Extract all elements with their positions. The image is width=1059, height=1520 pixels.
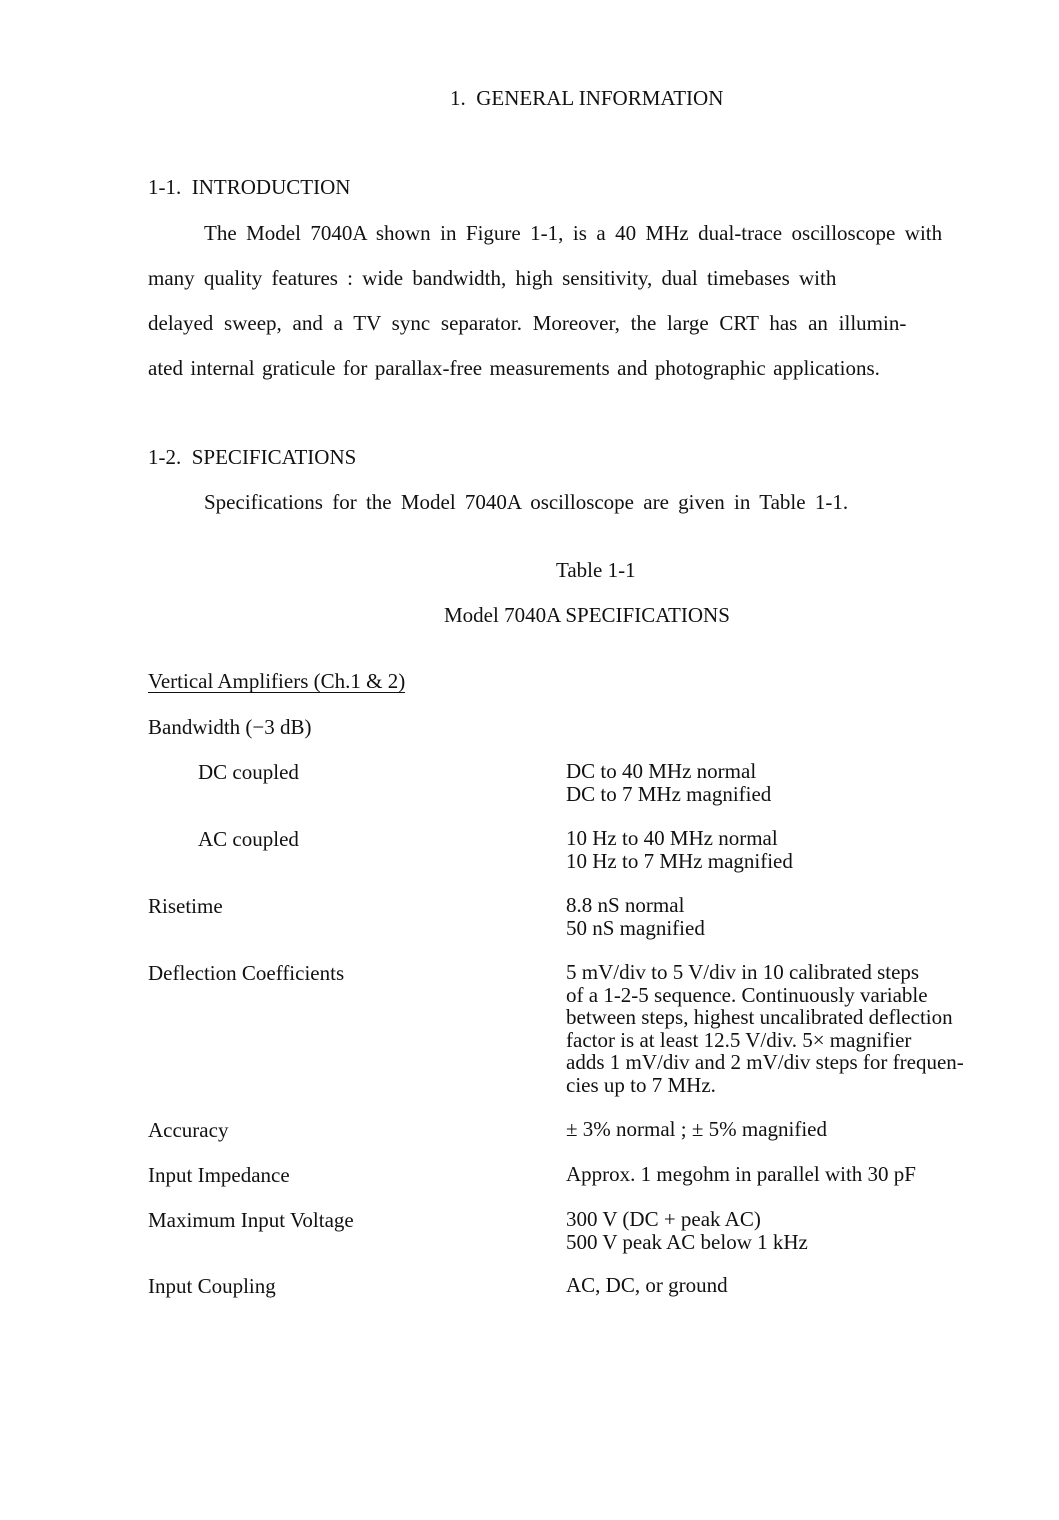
- spec-row-label: Input Coupling: [148, 1274, 276, 1298]
- specs-heading: [148, 445, 356, 470]
- spec-row-value: [566, 961, 1046, 1096]
- spec-row-label: Maximum Input Voltage: [148, 1208, 354, 1232]
- spec-value-line: factor is at least 12.5 V/div. 5× magnifier: [566, 1027, 912, 1052]
- spec-value-line: 50 nS magnified: [566, 915, 705, 940]
- spec-value-line: DC to 7 MHz magnified: [566, 781, 772, 806]
- chapter-number: 1.: [450, 86, 466, 110]
- spec-row-value: [566, 1118, 827, 1141]
- spec-value-line: 300 V (DC + peak AC): [566, 1207, 761, 1231]
- specs-intro-text: Specifications for the Model 7040A oscilloscope are given in Table 1-1.: [204, 490, 849, 514]
- spec-row-value: [566, 1274, 728, 1297]
- spec-value-line: ± 3% normal ; ± 5% magnified: [566, 1117, 827, 1141]
- intro-line-4: [148, 356, 880, 381]
- table-title: Model 7040A SPECIFICATIONS: [444, 603, 730, 627]
- spec-value-line: DC to 40 MHz normal: [566, 759, 757, 783]
- intro-heading-number: 1-1.: [148, 175, 182, 199]
- chapter-title: [450, 86, 723, 111]
- spec-value-line: between steps, highest uncalibrated deflection: [566, 1005, 953, 1029]
- intro-line-1: [204, 221, 1009, 246]
- specs-heading-text: SPECIFICATIONS: [191, 445, 357, 469]
- intro-heading: [148, 175, 350, 200]
- table-section-title: Vertical Amplifiers (Ch.1 & 2): [148, 669, 406, 693]
- intro-line-text: delayed sweep, and a TV sync separator. Moreover, the large CRT has an illumin-: [148, 311, 907, 335]
- spec-value-line: 10 Hz to 7 MHz magnified: [566, 848, 793, 873]
- spec-row-label: Deflection Coefficients: [148, 961, 345, 985]
- spec-value-line: of a 1-2-5 sequence. Continuously variable: [566, 982, 928, 1007]
- intro-line-3: [148, 311, 906, 336]
- spec-row-label: DC coupled: [198, 760, 299, 784]
- intro-line-text: ated internal graticule for parallax-free measurements and photographic applications.: [148, 356, 880, 380]
- spec-value-line: 5 mV/div to 5 V/div in 10 calibrated steps: [566, 960, 920, 984]
- spec-value-line: 500 V peak AC below 1 kHz: [566, 1229, 808, 1254]
- spec-row-value: [566, 760, 771, 805]
- table-caption: Table 1-1: [556, 558, 636, 582]
- spec-row-label: Input Impedance: [148, 1163, 290, 1187]
- spec-value-line: AC, DC, or ground: [566, 1273, 728, 1297]
- bandwidth-label: Bandwidth (−3 dB): [148, 715, 312, 739]
- intro-heading-text: INTRODUCTION: [191, 175, 351, 199]
- spec-row-value: [566, 1163, 916, 1186]
- spec-row-label: Risetime: [148, 894, 223, 918]
- spec-value-line: 8.8 nS normal: [566, 893, 685, 917]
- spec-value-line: Approx. 1 megohm in parallel with 30 pF: [566, 1162, 916, 1186]
- spec-row-value: [566, 827, 793, 872]
- spec-value-line: adds 1 mV/div and 2 mV/div steps for frequen-: [566, 1050, 964, 1074]
- intro-line-text: The Model 7040A shown in Figure 1-1, is a 40 MHz dual-trace oscilloscope with: [204, 221, 943, 245]
- spec-value-line: 10 Hz to 40 MHz normal: [566, 826, 778, 850]
- chapter-title-text: GENERAL INFORMATION: [476, 86, 724, 110]
- spec-row-value: [566, 894, 705, 939]
- intro-line-text: many quality features : wide bandwidth, high sensitivity, dual timebases with: [148, 266, 837, 290]
- specs-intro-line: [204, 490, 848, 515]
- intro-line-2: [148, 266, 836, 291]
- spec-row-label: AC coupled: [198, 827, 299, 851]
- spec-row-value: [566, 1208, 808, 1253]
- specs-heading-number: 1-2.: [148, 445, 182, 469]
- spec-row-label: Accuracy: [148, 1118, 229, 1142]
- spec-value-line: cies up to 7 MHz.: [566, 1072, 716, 1097]
